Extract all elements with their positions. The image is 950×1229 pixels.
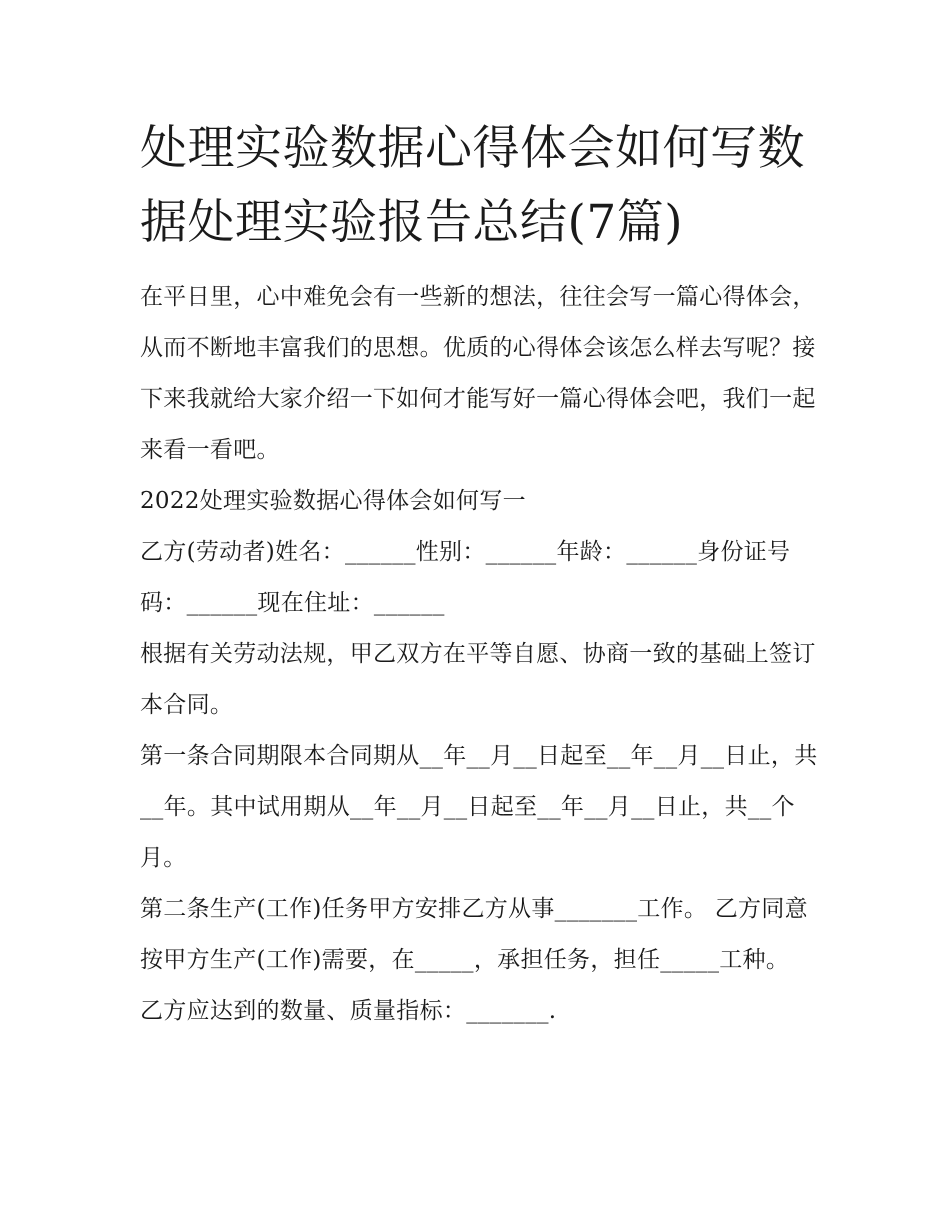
paragraph-basis: 根据有关劳动法规，甲乙双方在平等自愿、协商一致的基础上签订本合同。 (140, 641, 816, 718)
paragraph-article-two: 第二条生产(工作)任务甲方安排乙方从事_______工作。 乙方同意按甲方生产(工作)需要，在_____，承担任务，担任_____工种。 (140, 896, 808, 973)
paragraph-intro: 在平日里，心中难免会有一些新的想法，往往会写一篇心得体会，从而不断地丰富我们的思想。优质的心得体会该怎么样去写呢？接下来我就给大家介绍一下如何才能写好一篇心得体会吧，我们一起来看一看吧。 (140, 284, 816, 463)
paragraph-party-info: 乙方(劳动者)姓名：______性别：______年龄：______身份证号码：______现在住址：______ (140, 539, 791, 616)
document-body (140, 272, 820, 1037)
paragraph-section-heading: 2022处理实验数据心得体会如何写一 (140, 488, 526, 514)
document-title: 处理实验数据心得体会如何写数据处理实验报告总结(7篇) (140, 121, 805, 250)
document-page (140, 112, 820, 1037)
paragraph-article-one: 第一条合同期限本合同期从__年__月__日起至__年__月__日止，共__年。其中试用期从__年__月__日起至__年__月__日止，共__个月。 (140, 743, 818, 871)
paragraph-quality-targets: 乙方应达到的数量、质量指标：_______. (140, 998, 557, 1024)
